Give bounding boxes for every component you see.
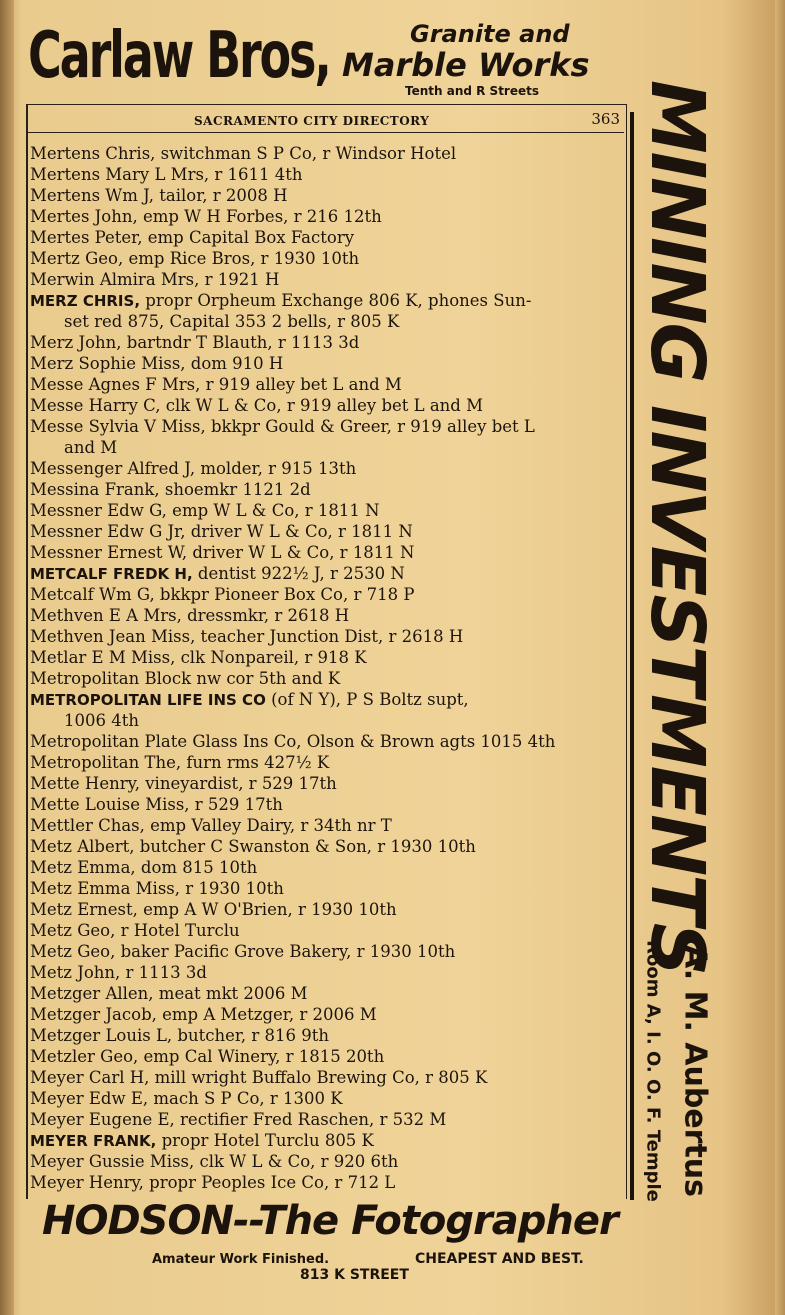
directory-entry — [30, 899, 630, 920]
page-edge-right — [775, 0, 785, 1315]
ad-top-name: Carlaw Bros, — [28, 19, 330, 93]
entry-text: Meyer Edw E, mach S P Co, r 1300 K — [30, 1089, 343, 1108]
entry-text: Messe Harry C, clk W L & Co, r 919 alley bet L and M — [30, 396, 484, 415]
entry-text: Metropolitan The, furn rms 427½ K — [30, 753, 330, 772]
directory-entry — [30, 1172, 630, 1193]
directory-entry — [30, 542, 630, 563]
directory-entry — [30, 626, 630, 647]
entry-text: Metz John, r 1113 3d — [30, 963, 207, 982]
directory-entry — [30, 878, 630, 899]
ad-top-line1: Granite and — [410, 20, 570, 48]
directory-entries — [30, 143, 630, 1193]
entry-continuation — [30, 437, 630, 458]
entry-text: propr Orpheum Exchange 806 K, phones Sun- — [140, 291, 532, 310]
ad-right-address — [638, 940, 668, 1202]
entry-text: Mertz Geo, emp Rice Bros, r 1930 10th — [30, 249, 360, 268]
directory-entry — [30, 1130, 630, 1151]
entry-text: Metzger Jacob, emp A Metzger, r 2006 M — [30, 1005, 377, 1024]
entry-text: Mertes Peter, emp Capital Box Factory — [30, 228, 355, 247]
ad-bottom-main: HODSON--The Fotographer — [42, 1198, 618, 1244]
entry-text: Meyer Eugene E, rectifier Fred Raschen, r 532 M — [30, 1110, 447, 1129]
directory-entry — [30, 353, 630, 374]
directory-entry — [30, 1151, 630, 1172]
directory-entry — [30, 395, 630, 416]
directory-entry — [30, 1025, 630, 1046]
entry-text: Meyer Henry, propr Peoples Ice Co, r 712 L — [30, 1173, 396, 1192]
ad-right-main — [630, 79, 725, 975]
directory-entry — [30, 773, 630, 794]
entry-text: Metzger Louis L, butcher, r 816 9th — [30, 1026, 330, 1045]
directory-entry — [30, 584, 630, 605]
entry-text: Metz Geo, baker Pacific Grove Bakery, r 1930 10th — [30, 942, 456, 961]
entry-continuation — [30, 710, 630, 731]
directory-entry — [30, 668, 630, 689]
directory-entry — [30, 836, 630, 857]
entry-bold-name: MERZ CHRIS, — [30, 292, 141, 310]
directory-entry — [30, 647, 630, 668]
directory-entry — [30, 416, 630, 437]
entry-text: set red 875, Capital 353 2 bells, r 805 K — [64, 312, 400, 331]
directory-entry — [30, 164, 630, 185]
entry-text: Mette Henry, vineyardist, r 529 17th — [30, 774, 337, 793]
entry-text: Metz Emma Miss, r 1930 10th — [30, 879, 284, 898]
directory-entry — [30, 143, 630, 164]
directory-entry — [30, 248, 630, 269]
directory-entry — [30, 479, 630, 500]
entry-text: Mertens Mary L Mrs, r 1611 4th — [30, 165, 303, 184]
directory-entry — [30, 1067, 630, 1088]
entry-text: Mettler Chas, emp Valley Dairy, r 34th nr T — [30, 816, 392, 835]
directory-entry — [30, 962, 630, 983]
directory-entry — [30, 1088, 630, 1109]
directory-entry — [30, 794, 630, 815]
ad-right-address-text: Room A, I. O. O. F. Temple — [642, 940, 664, 1202]
running-head — [26, 108, 624, 133]
directory-entry — [30, 1109, 630, 1130]
ad-bottom-right: CHEAPEST AND BEST. — [415, 1251, 584, 1267]
entry-text: Metlar E M Miss, clk Nonpareil, r 918 K — [30, 648, 367, 667]
entry-text: Metropolitan Block nw cor 5th and K — [30, 669, 341, 688]
page-number: 363 — [591, 110, 620, 128]
entry-text: Mertens Wm J, tailor, r 2008 H — [30, 186, 288, 205]
entry-text: Merz John, bartndr T Blauth, r 1113 3d — [30, 333, 360, 352]
entry-text: propr Hotel Turclu 805 K — [156, 1131, 374, 1150]
directory-entry — [30, 752, 630, 773]
entry-text: Meyer Carl H, mill wright Buffalo Brewing Co, r 805 K — [30, 1068, 488, 1087]
directory-entry — [30, 920, 630, 941]
ad-right-name-text: A. M. Aubertus — [677, 944, 713, 1198]
entry-text: Metropolitan Plate Glass Ins Co, Olson & Brown agts 1015 4th — [30, 732, 556, 751]
entry-text: Mertes John, emp W H Forbes, r 216 12th — [30, 207, 382, 226]
entry-continuation — [30, 311, 630, 332]
running-head-title: SACRAMENTO CITY DIRECTORY — [194, 114, 430, 128]
entry-text: Metz Geo, r Hotel Turclu — [30, 921, 240, 940]
entry-text: Messner Ernest W, driver W L & Co, r 1811 N — [30, 543, 415, 562]
entry-text: Messina Frank, shoemkr 1121 2d — [30, 480, 311, 499]
entry-text: Merwin Almira Mrs, r 1921 H — [30, 270, 280, 289]
entry-text: (of N Y), P S Boltz supt, — [265, 690, 469, 709]
entry-text: Metz Ernest, emp A W O'Brien, r 1930 10th — [30, 900, 397, 919]
directory-entry — [30, 332, 630, 353]
entry-text: Messner Edw G, emp W L & Co, r 1811 N — [30, 501, 380, 520]
entry-text: Metcalf Wm G, bkkpr Pioneer Box Co, r 718 P — [30, 585, 415, 604]
directory-entry — [30, 563, 630, 584]
entry-text: 1006 4th — [64, 711, 139, 730]
entry-text: Metzler Geo, emp Cal Winery, r 1815 20th — [30, 1047, 385, 1066]
entry-text: Merz Sophie Miss, dom 910 H — [30, 354, 284, 373]
directory-entry — [30, 815, 630, 836]
entry-text: Metz Emma, dom 815 10th — [30, 858, 258, 877]
entry-bold-name: MEYER FRANK, — [30, 1132, 157, 1150]
entry-text: Metzger Allen, meat mkt 2006 M — [30, 984, 308, 1003]
entry-text: Mette Louise Miss, r 529 17th — [30, 795, 283, 814]
directory-entry — [30, 206, 630, 227]
ad-bottom-left: Amateur Work Finished. — [152, 1252, 330, 1267]
entry-text: Messe Sylvia V Miss, bkkpr Gould & Greer, r 919 alley bet L — [30, 417, 535, 436]
entry-text: Messe Agnes F Mrs, r 919 alley bet L and M — [30, 375, 402, 394]
directory-entry — [30, 185, 630, 206]
directory-entry — [30, 374, 630, 395]
directory-entry — [30, 605, 630, 626]
directory-entry — [30, 857, 630, 878]
entry-bold-name: METCALF FREDK H, — [30, 565, 193, 583]
entry-text: and M — [64, 438, 118, 457]
directory-entry — [30, 941, 630, 962]
entry-text: Messenger Alfred J, molder, r 915 13th — [30, 459, 357, 478]
entry-text: Methven Jean Miss, teacher Junction Dist, r 2618 H — [30, 627, 464, 646]
ad-bottom-address: 813 K STREET — [300, 1267, 409, 1283]
directory-entry — [30, 458, 630, 479]
entry-text: Messner Edw G Jr, driver W L & Co, r 1811 N — [30, 522, 413, 541]
directory-entry — [30, 290, 630, 311]
directory-entry — [30, 227, 630, 248]
directory-entry — [30, 983, 630, 1004]
entry-text: Metz Albert, butcher C Swanston & Son, r 1930 10th — [30, 837, 476, 856]
entry-text: Meyer Gussie Miss, clk W L & Co, r 920 6th — [30, 1152, 399, 1171]
directory-entry — [30, 1004, 630, 1025]
directory-entry — [30, 269, 630, 290]
directory-entry — [30, 500, 630, 521]
ad-right-name — [675, 940, 715, 1202]
directory-entry — [30, 731, 630, 752]
entry-text: dentist 922½ J, r 2530 N — [192, 564, 405, 583]
ad-top-line2: Marble Works — [342, 46, 590, 84]
directory-entry — [30, 521, 630, 542]
directory-entry — [30, 1046, 630, 1067]
entry-text: Mertens Chris, switchman S P Co, r Windsor Hotel — [30, 144, 457, 163]
ad-right-main-text: MINING INVESTMENTS — [634, 79, 720, 975]
page-edge-left — [0, 0, 14, 1315]
ad-top-line3: Tenth and R Streets — [405, 84, 540, 98]
entry-text: Methven E A Mrs, dressmkr, r 2618 H — [30, 606, 350, 625]
entry-bold-name: METROPOLITAN LIFE INS CO — [30, 691, 266, 709]
directory-entry — [30, 689, 630, 710]
